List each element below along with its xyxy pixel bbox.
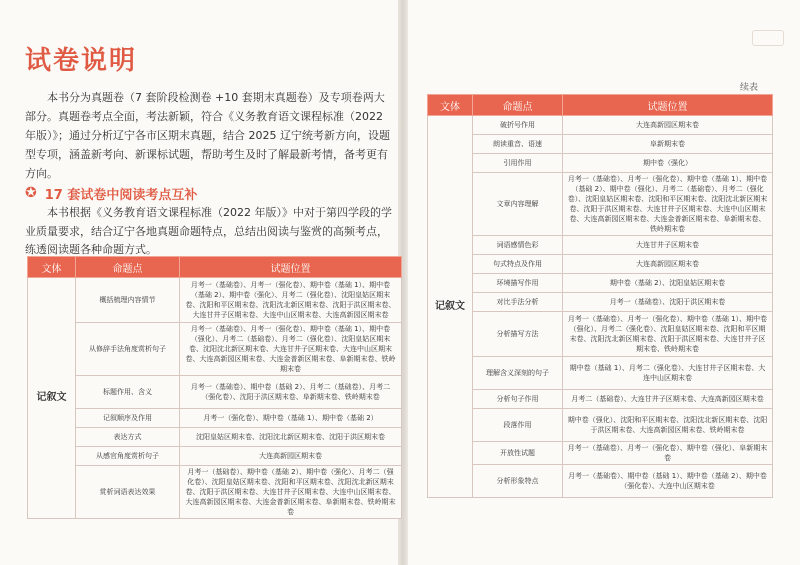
- table-row: [428, 442, 773, 465]
- table-row: [428, 116, 773, 135]
- genre-cell: 记叙文: [428, 116, 473, 498]
- header-position: 试题位置: [563, 95, 773, 116]
- section-paragraph: 本书根据《义务教育语文课程标准（2022 年版）》中对于第四学段的学业质量要求，结合辽宁各地真题命题特点，总结出阅读与鉴赏的高频考点，练透阅读题各种命题方式。: [25, 206, 392, 256]
- table-row: [28, 447, 402, 466]
- point-cell: 破折号作用: [473, 116, 563, 135]
- point-cell: 标题作用、含义: [76, 376, 180, 409]
- point-cell: 分析形象特点: [473, 465, 563, 498]
- point-cell: 开放性试题: [473, 442, 563, 465]
- point-cell: 分析描写方法: [473, 312, 563, 357]
- position-cell: 期中卷（基础 1）、月考二（强化卷）、大连甘井子区期末卷、大连中山区期末卷: [563, 357, 773, 390]
- point-cell: 赏析词语表达效果: [76, 466, 180, 519]
- position-cell: 月考一（基础卷）、月考一（强化卷）、期中卷（基础 1）、期中卷（基础 2）、期中卷（强化）、月考二（基础卷）、月考二（强化卷）、沈阳皇姑区期末卷、沈阳和平区期末卷、沈阳沈北新区期末卷、沈阳于洪区期末卷、大连甘井子区期末卷、大连中山区期末卷、大连高新园区期末卷、大连金普新区期末卷、阜新期末卷、铁岭期末卷: [563, 173, 773, 236]
- point-cell: 概括梳理内容情节: [76, 278, 180, 323]
- table-row: [428, 409, 773, 442]
- table-row: [428, 312, 773, 357]
- page-tab-mark: [752, 30, 784, 46]
- exam-points-table-left: [27, 256, 402, 519]
- header-point: 命题点: [473, 95, 563, 116]
- position-cell: 大连甘井子区期末卷: [563, 236, 773, 255]
- table-header-row: [428, 95, 773, 116]
- page-title: 试卷说明: [25, 46, 138, 76]
- position-cell: 月考一（基础卷）、月考一（强化卷）、期中卷（基础 1）、期中卷（强化）、月考二（强化卷）、沈阳皇姑区期末卷、沈阳和平区期末卷、沈阳沈北新区期末卷、沈阳于洪区期末卷、大连甘井子区期末卷、铁岭期末卷: [563, 312, 773, 357]
- position-cell: 月考一（基础卷）、沈阳于洪区期末卷: [563, 293, 773, 312]
- position-cell: 期中卷（基础 2）、沈阳皇姑区期末卷: [563, 274, 773, 293]
- point-cell: 段落作用: [473, 409, 563, 442]
- position-cell: 月考一（基础卷）、月考一（强化卷）、期中卷（基础 1）、期中卷（基础 2）、期中卷（强化）、月考二（强化卷）、沈阳皇姑区期末卷、沈阳和平区期末卷、沈阳沈北新区期末卷、沈阳于洪区期末卷、大连甘井子区期末卷、大连中山区期末卷、大连高新园区期末卷: [180, 278, 402, 323]
- intro-paragraph: 本书分为真题卷（7 套阶段检测卷 +10 套期末真题卷）及专项卷两大部分。真题卷考点全面，考法新颖，符合《义务教育语文课程标准（2022 年版）》；通过分析辽宁各市区期末真题，结合 2025 辽宁统考新方向，设题型专项，涵盖新考向、新课标试题，帮助考生及时了解最新考情，备考更有方向。: [25, 91, 390, 180]
- position-cell: 沈阳皇姑区期末卷、沈阳沈北新区期末卷、沈阳于洪区期末卷: [180, 428, 402, 447]
- point-cell: 理解含义深刻的句子: [473, 357, 563, 390]
- position-cell: 大连高新园区期末卷: [180, 447, 402, 466]
- continued-label: 续表: [740, 83, 759, 93]
- point-cell: 从感官角度赏析句子: [76, 447, 180, 466]
- position-cell: 月考一（强化卷）、期中卷（基础 1）、期中卷（基础 2）: [180, 409, 402, 428]
- exam-points-table-right: [427, 94, 773, 498]
- position-cell: 月考一（基础卷）、月考一（强化卷）、期中卷（强化）、阜新期末卷: [563, 442, 773, 465]
- table-row: [428, 465, 773, 498]
- position-cell: 阜新期末卷: [563, 135, 773, 154]
- table-row: [28, 409, 402, 428]
- table-row: [28, 376, 402, 409]
- table-row: [28, 278, 402, 323]
- position-cell: 月考一（基础卷）、月考一（强化卷）、期中卷（基础 1）、期中卷（强化）、月考二（基础卷）、月考二（强化卷）、沈阳皇姑区期末卷、沈阳沈北新区期末卷、大连甘井子区期末卷、大连中山区期末卷、大连高新园区期末卷、大连金普新区期末卷、阜新期末卷、铁岭期末卷: [180, 323, 402, 376]
- point-cell: 句式特点及作用: [473, 255, 563, 274]
- header-point: 命题点: [76, 257, 180, 278]
- header-genre: 文体: [428, 95, 473, 116]
- table-row: [28, 323, 402, 376]
- table-row: [428, 255, 773, 274]
- table-row: [28, 428, 402, 447]
- position-cell: 月考一（基础卷）、期中卷（基础 1）、期中卷（基础 2）、期中卷（强化卷）、大连中山区期末卷: [563, 465, 773, 498]
- table-header-row: [28, 257, 402, 278]
- position-cell: 期中卷（强化）: [563, 154, 773, 173]
- point-cell: 对比手法分析: [473, 293, 563, 312]
- point-cell: 朗读重音、语速: [473, 135, 563, 154]
- table-row: [428, 293, 773, 312]
- table-row: [428, 390, 773, 409]
- section-title: 17 套试卷中阅读考点互补: [44, 187, 198, 203]
- table-row: [428, 135, 773, 154]
- header-genre: 文体: [28, 257, 76, 278]
- position-cell: 大连高新园区期末卷: [563, 255, 773, 274]
- position-cell: 月考二（基础卷）、大连甘井子区期末卷、大连高新园区期末卷: [563, 390, 773, 409]
- table-row: [28, 466, 402, 519]
- point-cell: 文章内容理解: [473, 173, 563, 236]
- point-cell: 引用作用: [473, 154, 563, 173]
- table-row: [428, 173, 773, 236]
- point-cell: 表达方式: [76, 428, 180, 447]
- position-cell: 月考一（基础卷）、期中卷（基础 2）、期中卷（强化）、月考二（强化卷）、沈阳皇姑区期末卷、沈阳和平区期末卷、沈阳沈北新区期末卷、沈阳于洪区期末卷、大连甘井子区期末卷、大连中山区期末卷、大连高新园区期末卷、大连金普新区期末卷、阜新期末卷、铁岭期末卷: [180, 466, 402, 519]
- point-cell: 从修辞手法角度赏析句子: [76, 323, 180, 376]
- table-row: [428, 357, 773, 390]
- point-cell: 分析句子作用: [473, 390, 563, 409]
- header-position: 试题位置: [180, 257, 402, 278]
- position-cell: 月考一（基础卷）、期中卷（基础 2）、月考二（基础卷）、月考二（强化卷）、沈阳于洪区期末卷、阜新期末卷、铁岭期末卷: [180, 376, 402, 409]
- position-cell: 期中卷（强化）、沈阳和平区期末卷、沈阳沈北新区期末卷、沈阳于洪区期末卷、大连高新园区期末卷、铁岭期末卷: [563, 409, 773, 442]
- section-heading: [25, 183, 197, 203]
- point-cell: 环境描写作用: [473, 274, 563, 293]
- point-cell: 记叙顺序及作用: [76, 409, 180, 428]
- star-icon: ✪: [25, 185, 37, 201]
- position-cell: 大连高新园区期末卷: [563, 116, 773, 135]
- point-cell: 词语感情色彩: [473, 236, 563, 255]
- table-row: [428, 154, 773, 173]
- table-row: [428, 274, 773, 293]
- genre-cell: 记叙文: [28, 278, 76, 519]
- table-row: [428, 236, 773, 255]
